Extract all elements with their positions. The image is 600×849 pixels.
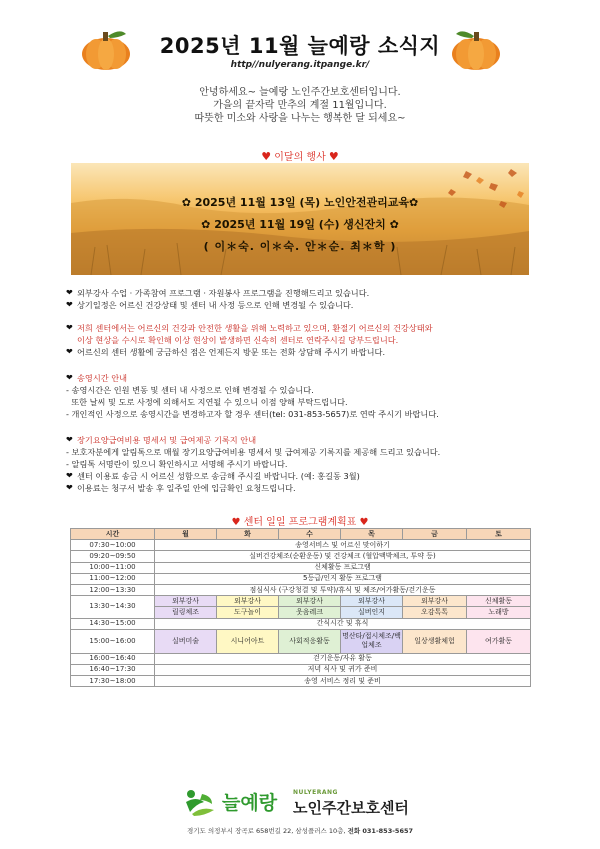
table-row	[71, 629, 531, 653]
heart-icon: ♥	[328, 150, 339, 163]
column-header: 화	[217, 529, 279, 540]
table-row	[71, 653, 531, 664]
time-cell: 13:30~14:30	[71, 596, 155, 618]
activity-cell: 시니어아트	[217, 629, 279, 653]
table-row	[71, 540, 531, 551]
column-header: 시간	[71, 529, 155, 540]
list-item: ❤ 저희 센터에서는 어르신의 건강과 안전한 생활을 위해 노력하고 있으며, 환절기 어르신의 건강상태와	[66, 323, 433, 333]
heart-bullet-icon: ❤	[66, 471, 73, 480]
list-item: - 송영시간은 인원 변동 및 센터 내 사정으로 인해 변경될 수 있습니다.	[66, 385, 314, 395]
activity-cell: 실버건강체조(순환운동) 및 건강체크 (혈압맥박체크, 투약 등)	[155, 551, 531, 562]
activity-cell: 오감톡톡	[403, 607, 467, 618]
activity-cell: 실버미술	[155, 629, 217, 653]
heart-bullet-icon: ❤	[66, 323, 73, 332]
activity-cell: 송영서비스 및 어르신 맞이하기	[155, 540, 531, 551]
list-item: - 개인적인 사정으로 송영시간을 변경하고자 할 경우 센터(tel: 031-853-5657)로 연락 주시기 바랍니다.	[66, 409, 439, 419]
activity-cell: 점심식사 (구강청결 및 투약)/휴식 및 체조/여가활동/걷기운동	[155, 584, 531, 595]
greeting-line: 안녕하세요~ 늘예랑 노인주간보호센터입니다.	[199, 87, 401, 98]
list-item: ❤ 이용료는 청구서 발송 후 일주일 안에 입금확인 요청드립니다.	[66, 483, 296, 493]
column-header: 수	[279, 529, 341, 540]
greeting-line: 가을의 끝자락 만추의 계절 11월입니다.	[213, 100, 387, 111]
heart-bullet-icon: ❤	[66, 347, 73, 356]
event-birthday-party: ✿ 2025년 11월 19일 (수) 생신잔치 ✿	[201, 218, 399, 231]
activity-cell: 송영 서비스 정리 및 준비	[155, 676, 531, 687]
time-cell: 07:30~10:00	[71, 540, 155, 551]
flower-icon: ✿	[385, 218, 399, 231]
activity-cell: 신체활동	[467, 596, 531, 607]
transport-section	[66, 372, 546, 420]
section-heading: ❤ 송영시간 안내	[66, 373, 128, 383]
time-cell: 09:20~09:50	[71, 551, 155, 562]
footer-phone: 전화 031-853-5657	[347, 827, 414, 835]
activity-cell: 저녁 식사 및 귀가 준비	[155, 664, 531, 675]
general-notes	[66, 287, 546, 311]
newsletter-title: 2025년 11월 늘예랑 소식지	[159, 34, 441, 58]
greeting	[0, 86, 600, 125]
flower-icon: ✿	[201, 218, 215, 231]
center-logo	[182, 786, 432, 820]
activity-cell: 웃음레크	[279, 607, 341, 618]
list-item-continued: 이상 현상을 수시로 확인해 이상 현상이 발생하면 신속히 센터로 연락주시길 당부드립니다.	[77, 335, 399, 345]
list-item: ❤ 센터 이용료 송금 시 어르신 성함으로 송금해 주시길 바랍니다. (예: 홍길동 3월)	[66, 471, 360, 481]
events-banner	[71, 163, 529, 275]
table-row	[71, 562, 531, 573]
activity-cell: 외부강사	[217, 596, 279, 607]
heart-bullet-icon: ❤	[66, 288, 73, 297]
table-row	[71, 551, 531, 562]
time-cell: 14:30~15:00	[71, 618, 155, 629]
table-row	[71, 664, 531, 675]
heart-icon: ♥	[231, 517, 244, 528]
list-item: - 알림톡 서명란이 있으니 확인하시고 서명해 주시기 바랍니다.	[66, 459, 288, 469]
column-header: 금	[403, 529, 467, 540]
table-row	[71, 596, 531, 607]
list-item: - 보호자분에게 알림톡으로 매월 장기요양급여비용 명세서 및 급여제공 기록지를 제공해 드리고 있습니다.	[66, 447, 441, 457]
safety-notes	[66, 322, 546, 358]
section-heading: ❤ 장기요양급여비용 명세서 및 급여제공 기록지 안내	[66, 435, 257, 445]
activity-cell: 사회적응활동	[279, 629, 341, 653]
activity-cell: 명산타/접시체조/백업체조	[341, 629, 403, 653]
events-heading: ♥ 이달의 행사 ♥	[261, 150, 339, 163]
flower-icon: ✿	[181, 196, 195, 209]
activity-cell: 5등급/인지 활동 프로그램	[155, 573, 531, 584]
heart-bullet-icon: ❤	[66, 435, 73, 444]
activity-cell: 도구놀이	[217, 607, 279, 618]
activity-cell: 걷기운동/자유 활동	[155, 653, 531, 664]
activity-cell: 일상생활체험	[403, 629, 467, 653]
activity-cell: 외부강사	[403, 596, 467, 607]
column-header: 토	[467, 529, 531, 540]
activity-cell: 릴링체조	[155, 607, 217, 618]
time-cell: 16:40~17:30	[71, 664, 155, 675]
billing-section	[66, 434, 546, 494]
activity-cell: 간식시간 및 휴식	[155, 618, 531, 629]
activity-cell: 노래방	[467, 607, 531, 618]
table-header-row	[71, 529, 531, 540]
table-row	[71, 676, 531, 687]
activity-cell: 신체활동 프로그램	[155, 562, 531, 573]
list-item: ❤ 상기일정은 어르신 건강상태 및 센터 내 사정 등으로 인해 변경될 수 있습니다.	[66, 300, 354, 310]
heart-bullet-icon: ❤	[66, 483, 73, 492]
logo-english-name: NULYERANG	[293, 789, 338, 796]
table-row	[71, 618, 531, 629]
activity-cell: 외부강사	[155, 596, 217, 607]
schedule-table	[70, 528, 531, 687]
event-safety-education: ✿ 2025년 11월 13일 (목) 노인안전관리교육✿	[181, 196, 419, 209]
table-row	[71, 584, 531, 595]
list-item: ❤ 외부강사 수업 · 가족참여 프로그램 · 자원봉사 프로그램을 진행해드리고 있습니다.	[66, 288, 370, 298]
footer	[0, 826, 600, 835]
flower-icon: ✿	[408, 196, 419, 209]
time-cell: 10:00~11:00	[71, 562, 155, 573]
greeting-line: 따뜻한 미소와 사랑을 나누는 행복한 달 되세요~	[194, 113, 406, 124]
heart-bullet-icon: ❤	[66, 300, 73, 309]
heart-icon: ♥	[261, 150, 272, 163]
list-item: 또한 날씨 및 도로 사정에 의해서도 지연될 수 있으니 이점 양해 부탁드립니다.	[66, 397, 348, 407]
column-header: 월	[155, 529, 217, 540]
logo-brand-name: 늘예랑	[222, 792, 278, 814]
website-url[interactable]: http//nulyerang.itpange.kr/	[230, 60, 370, 70]
birthday-names: ( 이＊숙. 이＊숙. 안＊순. 최＊학 )	[203, 240, 397, 253]
time-cell: 17:30~18:00	[71, 676, 155, 687]
footer-address: 경기도 의정부시 장곡로 658번길 22, 삼성플러스 10층,	[186, 827, 346, 835]
schedule-heading: ♥ 센터 일일 프로그램계획표 ♥	[231, 517, 369, 528]
table-row	[71, 573, 531, 584]
time-cell: 12:00~13:30	[71, 584, 155, 595]
logo-mark-icon	[182, 788, 216, 818]
time-cell: 16:00~16:40	[71, 653, 155, 664]
activity-cell: 실버인지	[341, 607, 403, 618]
column-header: 목	[341, 529, 403, 540]
logo-center-name: 노인주간보호센터	[293, 799, 409, 817]
list-item: ❤ 어르신의 센터 생활에 궁금하신 점은 언제든지 방문 또는 전화 상담해 주시기 바랍니다.	[66, 347, 386, 357]
time-cell: 15:00~16:00	[71, 629, 155, 653]
activity-cell: 외부강사	[279, 596, 341, 607]
activity-cell: 외부강사	[341, 596, 403, 607]
heart-icon: ♥	[356, 517, 369, 528]
activity-cell: 여가활동	[467, 629, 531, 653]
heart-bullet-icon: ❤	[66, 373, 73, 382]
time-cell: 11:00~12:00	[71, 573, 155, 584]
